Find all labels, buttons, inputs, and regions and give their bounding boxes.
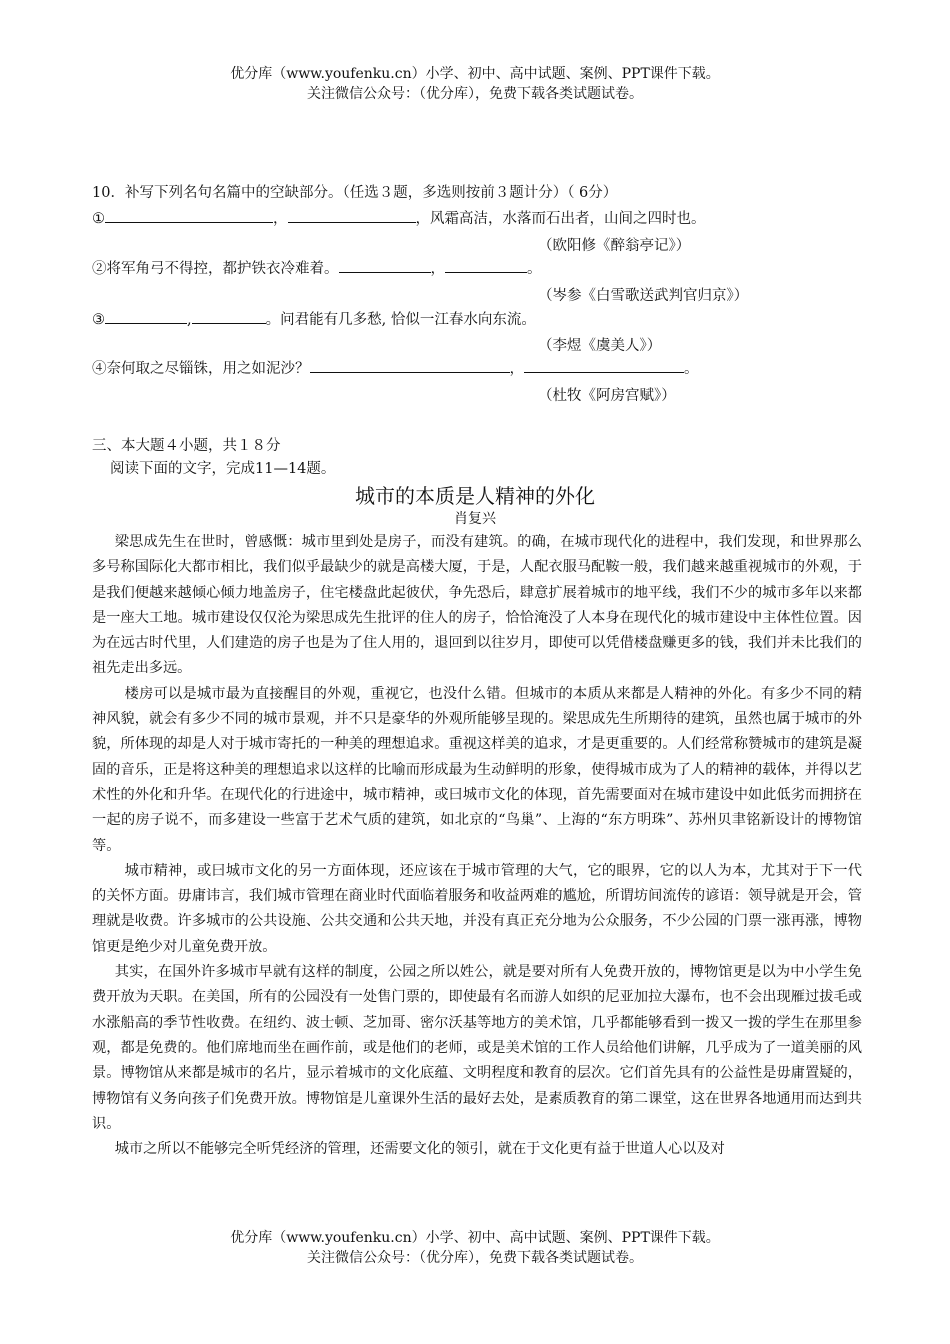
article-author: 肖复兴 [454, 511, 496, 527]
item-number: ④ [92, 361, 107, 377]
q10-item-2: ②将军角弓不得控，都护铁衣冷难着。 ， 。 [92, 257, 542, 281]
section-heading: 三、本大题４小题，共１８分 [92, 438, 281, 454]
article-paragraph: 梁思成先生在世时，曾感慨：城市里到处是房子，而没有建筑。的确，在城市现代化的进程中，我们发现，和世界那么多号称国际化大都市相比，我们似乎最缺少的就是高楼大厦，于是，人配衣服马配鞍一般，我们越来越重视城市的外观，于是我们便越来越倾心倾力地盖房子，住宅楼盘此起彼伏，争先恐后，肆意扩展着城市的地平线，我们不少的城市多年以来都是一座大工地。城市建设仅仅沦为梁思成先生批评的住人的房子，恰恰淹没了人本身在现代化的城市建设中主体性位置。因为在远古时代里，人们建造的房子也是为了住人用的，退回到以往岁月，即使可以凭借楼盘赚更多的钱，我们并未比我们的祖先走出多远。 [92, 534, 862, 677]
answer-blank[interactable] [288, 208, 416, 223]
article-paragraph: 其实，在国外许多城市早就有这样的制度，公园之所以姓公，就是要对所有人免费开放的，博物馆更是以为中小学生免费开放为天职。在美国，所有的公园没有一处售门票的，即使最有名而游人如织的尼亚加拉大瀑布，也不会出现雁过拔毛或水涨船高的季节性收费。在纽约、波士顿、芝加哥、密尔沃基等地方的美术馆，几乎都能够看到一拨又一拨的学生在那里参观，都是免费的。他们席地而坐在画作前，或是他们的老师，或是美术馆的工作人员给他们讲解，几乎成为了一道美丽的风景。博物馆从来都是城市的名片，显示着城市的文化底蕴、文明程度和教育的层次。它们首先具有的公益性是毋庸置疑的，博物馆有义务向孩子们免费开放。博物馆是儿童课外生活的最好去处，是素质教育的第二课堂，这在世界各地通用而达到共识。 [92, 964, 862, 1132]
item-text: 奈何取之尽锱铢，用之如泥沙？ [106, 361, 310, 377]
answer-blank[interactable] [524, 358, 684, 373]
item-number: ③ [92, 312, 105, 328]
answer-blank[interactable] [105, 208, 273, 223]
q10-item-3: ③ , 。问君能有几多愁, 恰似一江春水向东流。 [92, 308, 536, 332]
q10-source-2: （岑参《白雪歌送武判官归京》） [538, 288, 749, 304]
item-number: ② [92, 261, 107, 277]
answer-blank[interactable] [105, 309, 187, 324]
article-paragraph: 楼房可以是城市最为直接醒目的外观，重视它，也没什么错。但城市的本质从来都是人精神的外化。有多少不同的精神风貌，就会有多少不同的城市景观，并不只是豪华的外观所能够呈现的。梁思成先生所期待的建筑，虽然也属于城市的外貌，所体现的却是人对于城市寄托的一种美的理想追求。重视这样美的追求，才是更重要的。人们经常称赞城市的建筑是凝固的音乐，正是将这种美的理想追求以这样的比喻而形成最为生动鲜明的形象，使得城市成为了人的精神的载体，并得以艺术性的外化和升华。在现代化的行进途中，城市精神，或曰城市文化的体现，首先需要面对在城市建设中如此低劣而拥挤在一起的房子说不，而多建设一些富于艺术气质的建筑，如北京的“鸟巢”、上海的“东方明珠”、苏州贝聿铭新设计的博物馆等。 [92, 685, 862, 854]
item-text: 。问君能有几多愁, 恰似一江春水向东流。 [265, 312, 536, 328]
q10-source-1: （欧阳修《醉翁亭记》） [538, 238, 691, 254]
item-text: 将军角弓不得控，都护铁衣冷难着。 [106, 261, 339, 277]
item-number: ① [92, 211, 105, 227]
page-header [0, 64, 950, 104]
footer-line-2: 关注微信公众号：（优分库），免费下载各类试题试卷。 [307, 1250, 643, 1266]
article-body [92, 530, 862, 1162]
q10-source-3: （李煜《虞美人》） [538, 338, 662, 354]
page-footer [0, 1228, 950, 1268]
answer-blank[interactable] [339, 258, 431, 273]
q10-item-4: ④奈何取之尽锱铢，用之如泥沙？ ， 。 [92, 357, 699, 381]
article-title: 城市的本质是人精神的外化 [355, 484, 595, 508]
item-text: ，风霜高洁，水落而石出者，山间之四时也。 [415, 211, 706, 227]
q10-item-1: ① ， ，风霜高洁，水落而石出者，山间之四时也。 [92, 207, 706, 231]
header-line-1: 优分库（www.youfenku.cn）小学、初中、高中试题、案例、PPT课件下载。 [230, 66, 720, 82]
article-paragraph: 城市精神，或曰城市文化的另一方面体现，还应该在于城市管理的大气，它的眼界，它的以人为本，尤其对于下一代的关怀方面。毋庸讳言，我们城市管理在商业时代面临着服务和收益两难的尴尬，所谓坊间流传的谚语：领导就是开会，管理就是收费。许多城市的公共设施、公共交通和公共天地，并没有真正充分地为公众服务，不少公园的门票一涨再涨，博物馆更是绝少对儿童免费开放。 [92, 862, 862, 955]
header-line-2: 关注微信公众号：（优分库），免费下载各类试题试卷。 [307, 86, 643, 102]
q10-source-4: （杜牧《阿房宫赋》） [538, 388, 676, 404]
answer-blank[interactable] [192, 309, 266, 324]
article-paragraph: 城市之所以不能够完全听凭经济的管理，还需要文化的领引，就在于文化更有益于世道人心以及对 [114, 1141, 725, 1158]
section-instruction: 阅读下面的文字，完成11—14题。 [110, 461, 336, 477]
answer-blank[interactable] [445, 258, 527, 273]
footer-line-1: 优分库（www.youfenku.cn）小学、初中、高中试题、案例、PPT课件下载。 [230, 1230, 720, 1246]
q10-prompt: 10．补写下列名句名篇中的空缺部分。（任选３题，多选则按前３题计分）（ 6分） [92, 185, 618, 201]
answer-blank[interactable] [310, 358, 510, 373]
